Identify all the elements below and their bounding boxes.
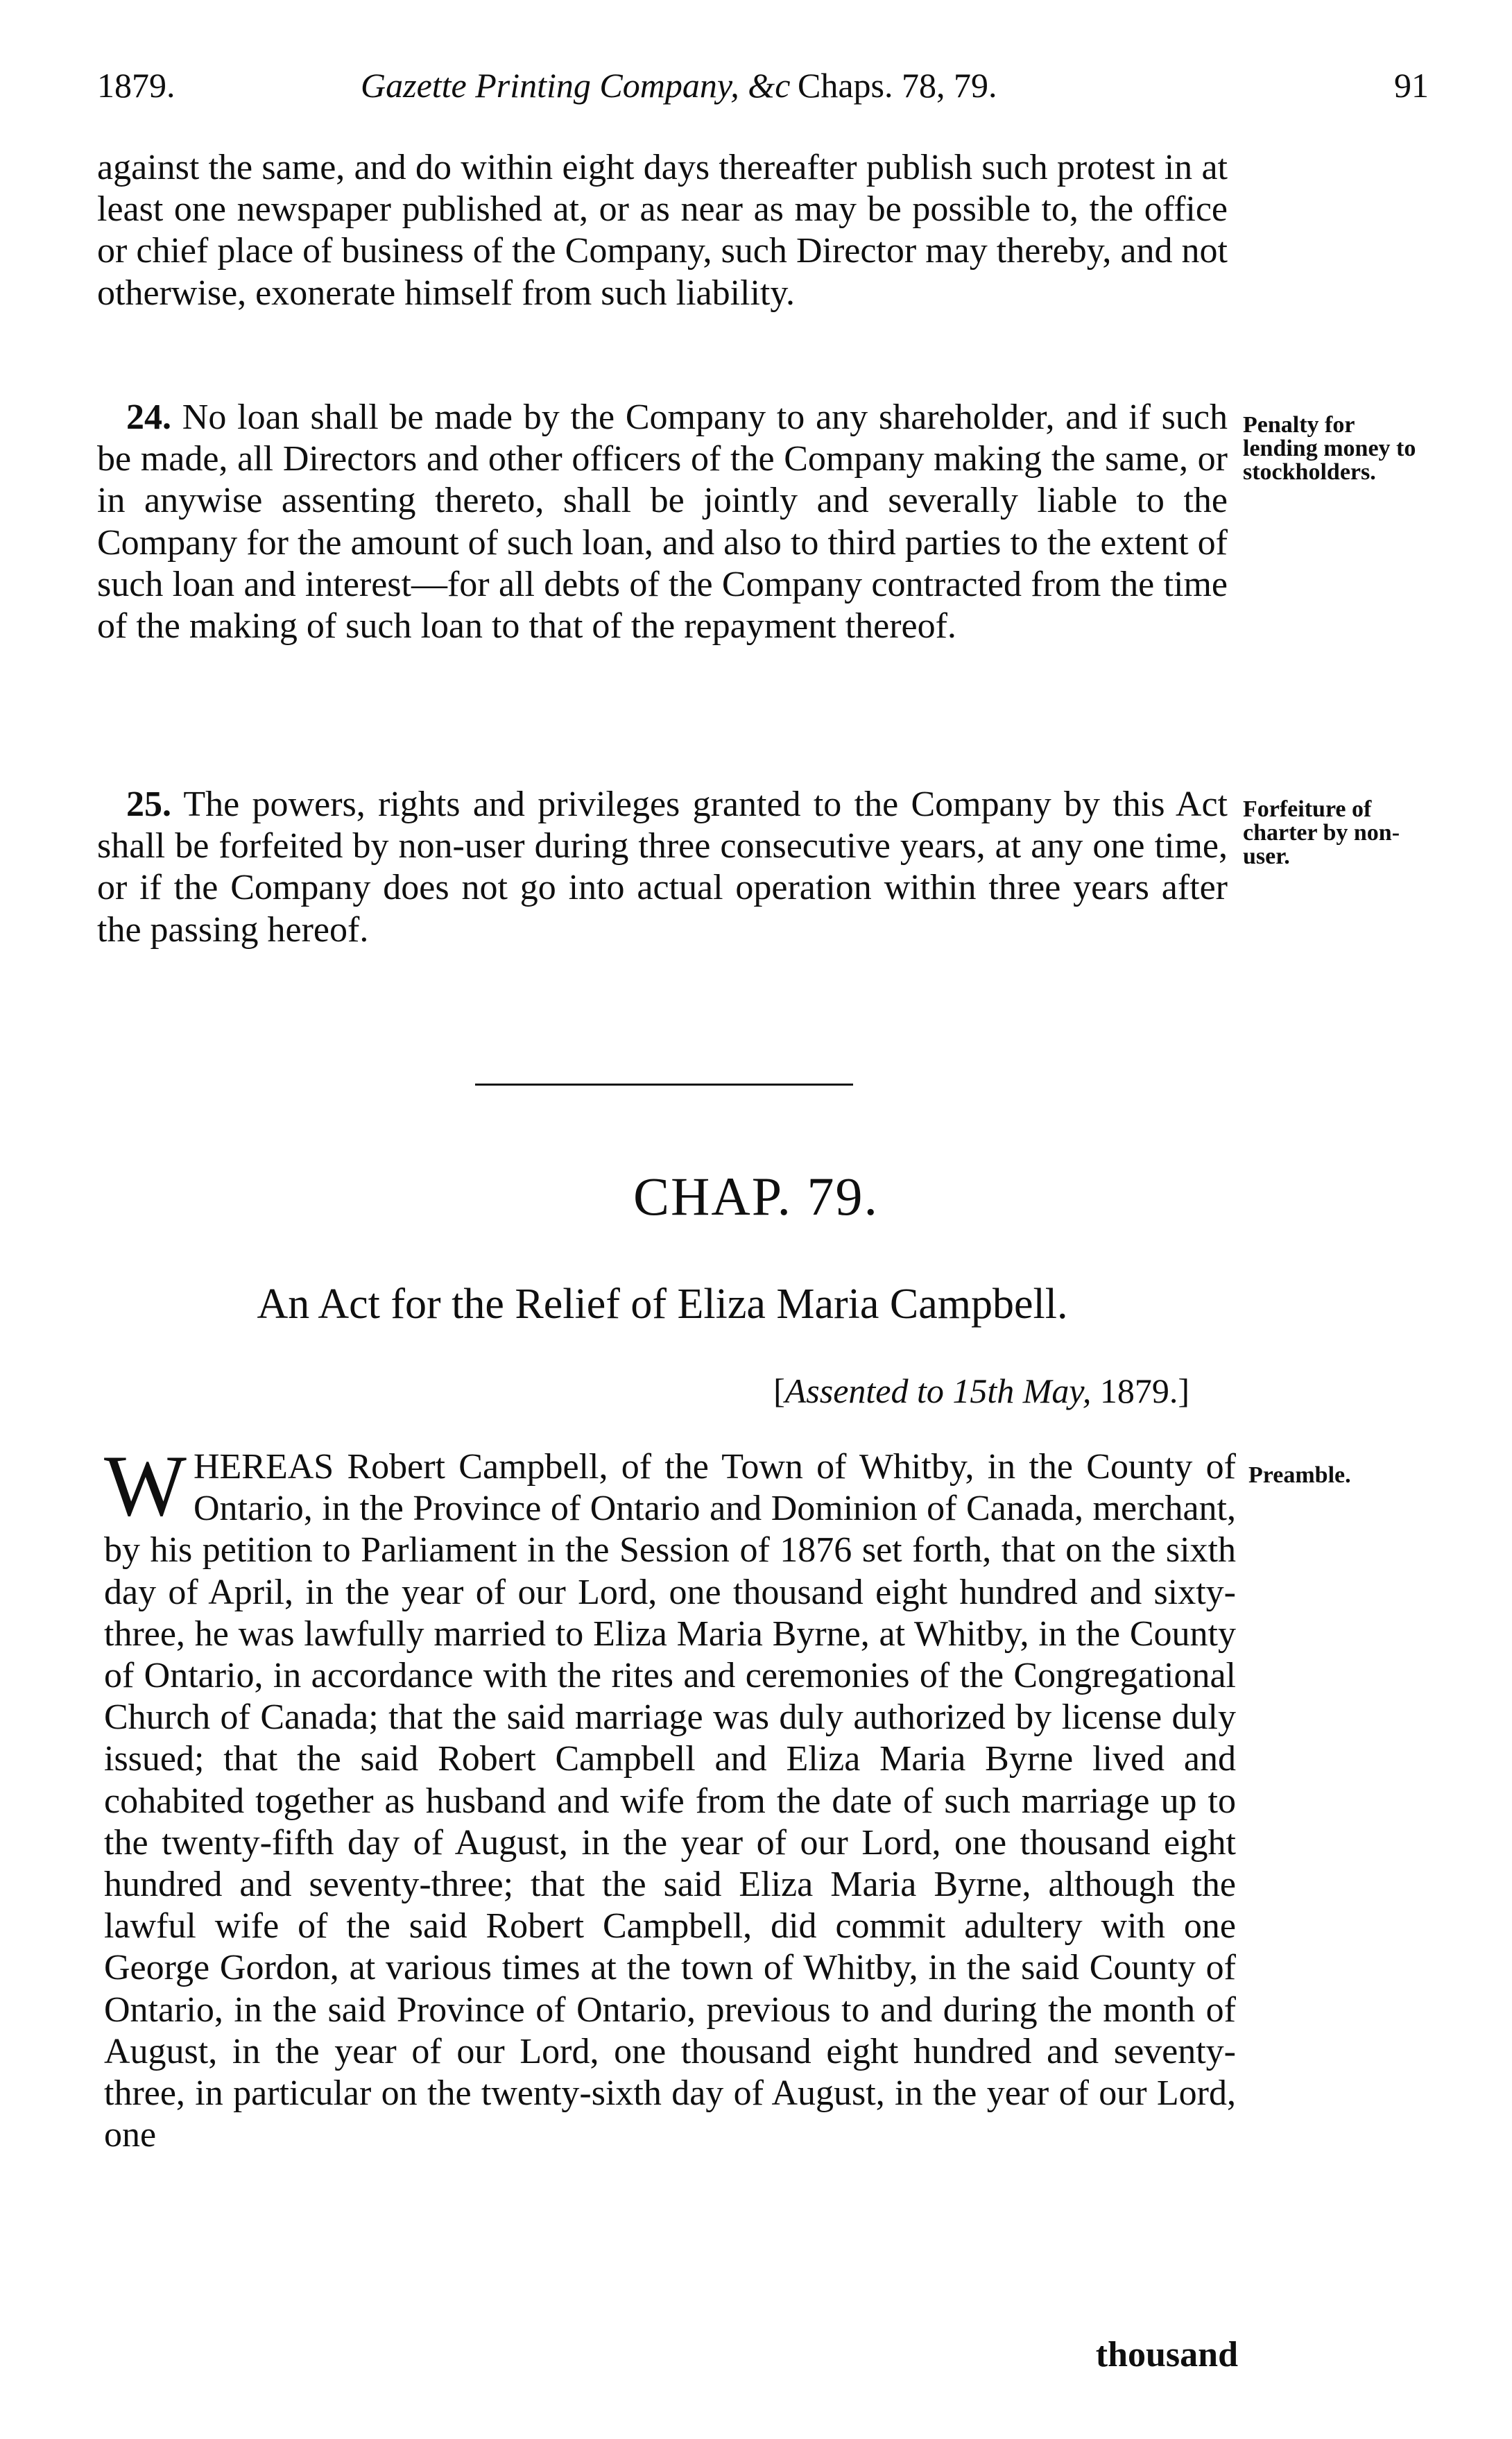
page-number: 91	[1394, 66, 1429, 105]
header-chapters: Chaps. 78, 79.	[798, 66, 997, 105]
running-header	[97, 61, 1429, 110]
margin-note-preamble: Preamble.	[1248, 1462, 1351, 1488]
assent-date	[773, 1367, 1189, 1415]
margin-note-25: Forfeiture of charter by non-user.	[1243, 796, 1400, 869]
assent-prefix: Assented to 15th May,	[784, 1371, 1092, 1410]
drop-cap: W	[104, 1438, 187, 1534]
section-24	[97, 397, 1228, 647]
margin-note-24: Penalty for lending money to stockholders.	[1243, 412, 1416, 485]
assent-close-bracket: ]	[1178, 1371, 1189, 1410]
assent-open-bracket: [	[773, 1371, 785, 1410]
section-25-number: 25.	[126, 785, 171, 824]
section-divider	[475, 1084, 853, 1086]
section-24-number: 24.	[126, 397, 171, 437]
continuation-paragraph: against the same, and do within eight days thereafter publish such protest in at least one newspaper published at, or as near as may be possible to, the office or chief place of business of the Company, such Director may thereby, and not otherwise, exonerate himself from such liability.	[97, 148, 1228, 313]
header-title: Gazette Printing Company, &c	[361, 66, 791, 105]
section-24-text: No loan shall be made by the Company to any shareholder, and if such be made, all Directors and other officers of the Company making the same, or in anywise assenting thereto, shall be jointly and severally liable to the Company for the amount of such loan, and also to third parties to the extent of such loan and interest—for all debts of the Company contracted from the time of the making of such loan to that of the repayment thereof.	[97, 397, 1228, 647]
section-25-text: The powers, rights and privileges granted to the Company by this Act shall be forfeited by non-user during three consecutive years, at any one time, or if the Company does not go into actual operation within three years after the passing hereof.	[97, 785, 1228, 950]
act-title: An Act for the Relief of Eliza Maria Campbell.	[257, 1281, 1068, 1328]
header-year: 1879.	[97, 66, 175, 105]
section-25	[97, 784, 1228, 951]
catchword: thousand	[1095, 2335, 1238, 2374]
chapter-number: CHAP. 79.	[633, 1166, 879, 1226]
assent-year: 1879.	[1099, 1371, 1178, 1410]
preamble-paragraph	[104, 1438, 1236, 2156]
preamble-text: HEREAS Robert Campbell, of the Town of Whitby, in the County of Ontario, in the Province of Ontario and Dominion of Canada, merchant, by his petition to Parliament in the Session of 1876 set forth, that on the sixth day of April, in the year of our Lord, one thousand eight hundred and sixty-three, he was lawfully married to Eliza Maria Byrne, at Whitby, in the County of Ontario, in accordance with the rites and ceremonies of the Congregational Church of Canada; that the said marriage was duly authorized by license duly issued; that the said Robert Campbell and Eliza Maria Byrne lived and cohabited together as husband and wife from the date of such marriage up to the twenty-fifth day of August, in the year of our Lord, one thousand eight hundred and seventy-three; that the said Eliza Maria Byrne, although the lawful wife of the said Robert Campbell, did commit adultery with one George Gordon, at various times at the town of Whitby, in the said County of Ontario, in the said Province of Ontario, previous to and during the month of August, in the year of our Lord, one thousand eight hundred and seventy-three, in particular on the twenty-sixth day of August, in the year of our Lord, one	[104, 1447, 1236, 2155]
